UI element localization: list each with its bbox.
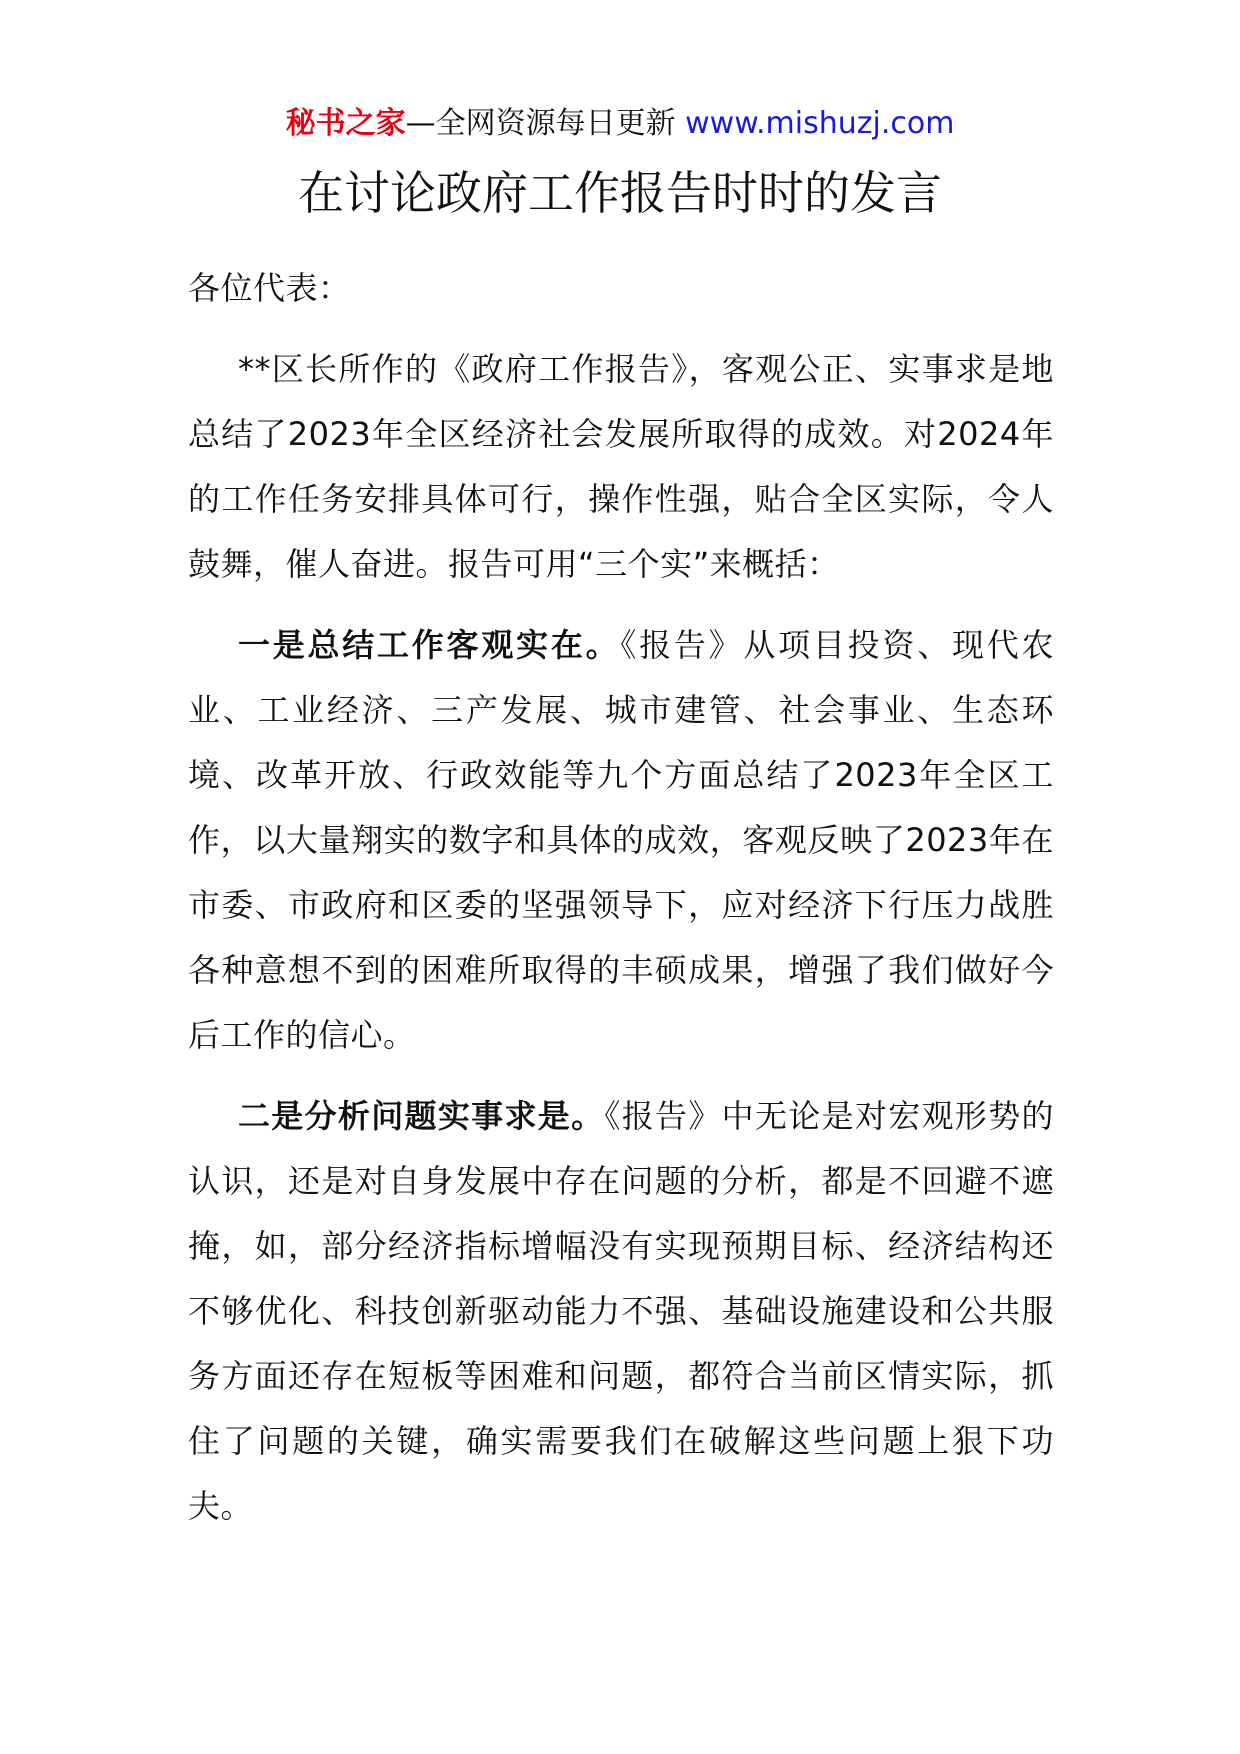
document-body	[188, 256, 1054, 1555]
document-title: 在讨论政府工作报告时时的发言	[298, 166, 942, 220]
paragraph-text: 《报告》中无论是对宏观形势的认识，还是对自身发展中存在问题的分析，都是不回避不遮掩，如，部分经济指标增幅没有实现预期目标、经济结构还不够优化、科技创新驱动能力不强、基础设施建设和公共服务方面还存在短板等困难和问题，都符合当前区情实际，抓住了问题的关键，确实需要我们在破解这些问题上狠下功夫。	[188, 1097, 1054, 1525]
site-header	[0, 104, 1240, 144]
paragraph-text: **区长所作的《政府工作报告》，客观公正、实事求是地总结了2023年全区经济社会发展所取得的成效。对2024年的工作任务安排具体可行，操作性强，贴合全区实际，令人鼓舞，催人奋进。报告可用“三个实”来概括：	[188, 350, 1054, 583]
paragraph-point-2	[188, 1084, 1054, 1539]
site-url-link[interactable]: www.mishuzj.com	[685, 106, 955, 141]
paragraph-intro	[188, 337, 1054, 597]
site-tagline: —全网资源每日更新	[405, 106, 676, 141]
paragraph-text: 《报告》从项目投资、现代农业、工业经济、三产发展、城市建管、社会事业、生态环境、改革开放、行政效能等九个方面总结了2023年全区工作，以大量翔实的数字和具体的成效，客观反映了2023年在市委、市政府和区委的坚强领导下，应对经济下行压力战胜各种意想不到的困难所取得的丰硕成果，增强了我们做好今后工作的信心。	[188, 626, 1054, 1054]
paragraph-lead: 一是总结工作客观实在。	[238, 626, 621, 664]
salutation: 各位代表：	[188, 269, 351, 307]
brand-name: 秘书之家	[285, 106, 406, 141]
paragraph-lead: 二是分析问题实事求是。	[238, 1097, 605, 1135]
paragraph-point-1	[188, 613, 1054, 1068]
